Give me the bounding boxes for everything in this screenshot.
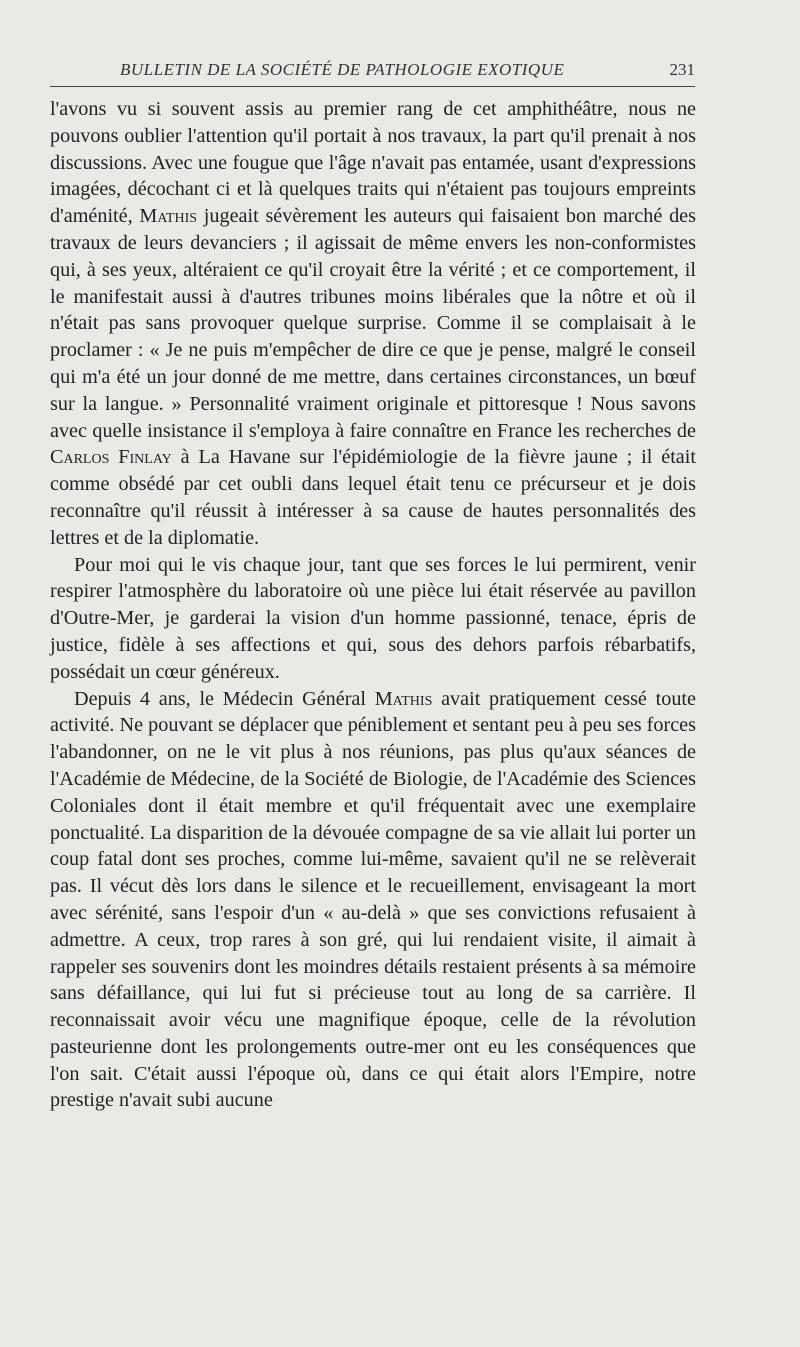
person-name-mathis: Mathis bbox=[139, 205, 198, 228]
paragraph-3 bbox=[50, 686, 696, 1115]
text-segment: l'avons vu si souvent assis au premier rang de cet amphithéâtre, nous ne pouvons oublier l'attention qu'il portait à nos travaux, la part qu'il prenait à nos discussions. Avec une fougue que l'âge n'avait pas entamée, usant d'expressions imagées, décochant ci et là quelques traits qui n'étaient pas toujours empreints d'aménité, bbox=[50, 98, 696, 228]
running-title: BULLETIN DE LA SOCIÉTÉ DE PATHOLOGIE EXOTIQUE bbox=[120, 60, 565, 79]
text-segment: avait pratiquement cessé toute activité. Ne pouvant se déplacer que péniblement et sentant peu à peu ses forces l'abandonner, on ne le vit plus à nos réunions, pas plus qu'aux séances de l'Académie de Médecine, de la Société de Biologie, de l'Académie des Sciences Coloniales dont il était membre et qu'il fréquentait avec une exemplaire ponctualité. La disparition de la dévouée compagne de sa vie allait lui porter un coup fatal dont ses proches, comme lui-même, savaient qu'il ne se relèverait pas. Il vécut dès lors dans le silence et le recueillement, envisageant la mort avec sérénité, sans l'espoir d'un « au-delà » que ses convictions refusaient à admettre. A ceux, trop rares à son gré, qui lui rendaient visite, il aimait à rappeler ses souvenirs dont les moindres détails restaient présents à sa mémoire sans défaillance, qui lui fut si précieuse tout au long de sa carrière. Il reconnaissait avoir vécu une magnifique époque, celle de la révolution pasteurienne dont les prolongements outre-mer ont eu les conséquences que l'on sait. C'était aussi l'époque où, dans ce qui était alors l'Empire, notre prestige n'avait subi aucune bbox=[50, 687, 696, 1112]
paragraph-2 bbox=[50, 552, 696, 686]
person-name-finlay: Carlos Finlay bbox=[50, 446, 172, 469]
text-segment: Pour moi qui le vis chaque jour, tant que ses forces le lui permirent, venir respirer l'atmosphère du laboratoire où une pièce lui était réservée au pavillon d'Outre-Mer, je garderai la vision d'un homme passionné, tenace, épris de justice, fidèle à ses affections et qui, sous des dehors parfois rébarbatifs, possédait un cœur généreux. bbox=[50, 553, 696, 683]
person-name-mathis: Mathis bbox=[374, 687, 433, 710]
running-header bbox=[50, 56, 695, 86]
paragraph-1 bbox=[50, 96, 696, 552]
text-segment: Depuis 4 ans, le Médecin Général bbox=[74, 687, 375, 710]
text-segment: jugeait sévèrement les auteurs qui faisaient bon marché des travaux de leurs devanciers ; il agissait de même envers les non-conformistes qui, à ses yeux, altéraient ce qu'il croyait être la vérité ; et ce comportement, il le manifestait aussi à d'autres tribunes moins libérales que la nôtre et où il n'était pas sans provoquer quelque surprise. Comme il se complaisait à le proclamer : « Je ne puis m'empêcher de dire ce que je pense, malgré le conseil qui m'a été un jour donné de me mettre, dans certaines circonstances, un bœuf sur la langue. » Personnalité vraiment originale et pittoresque ! Nous savons avec quelle insistance il s'employa à faire connaître en France les recherches de bbox=[50, 205, 696, 442]
header-rule bbox=[50, 86, 695, 87]
page-number: 231 bbox=[669, 60, 695, 79]
text-segment: à La Havane sur l'épidémiologie de la fièvre jaune ; il était comme obsédé par cet oubli dans lequel était tenu ce précurseur et je dois reconnaître qu'il réussit à intéresser à sa cause de hautes personnalités des lettres et de la diplomatie. bbox=[50, 446, 696, 549]
body-text bbox=[50, 96, 696, 1114]
